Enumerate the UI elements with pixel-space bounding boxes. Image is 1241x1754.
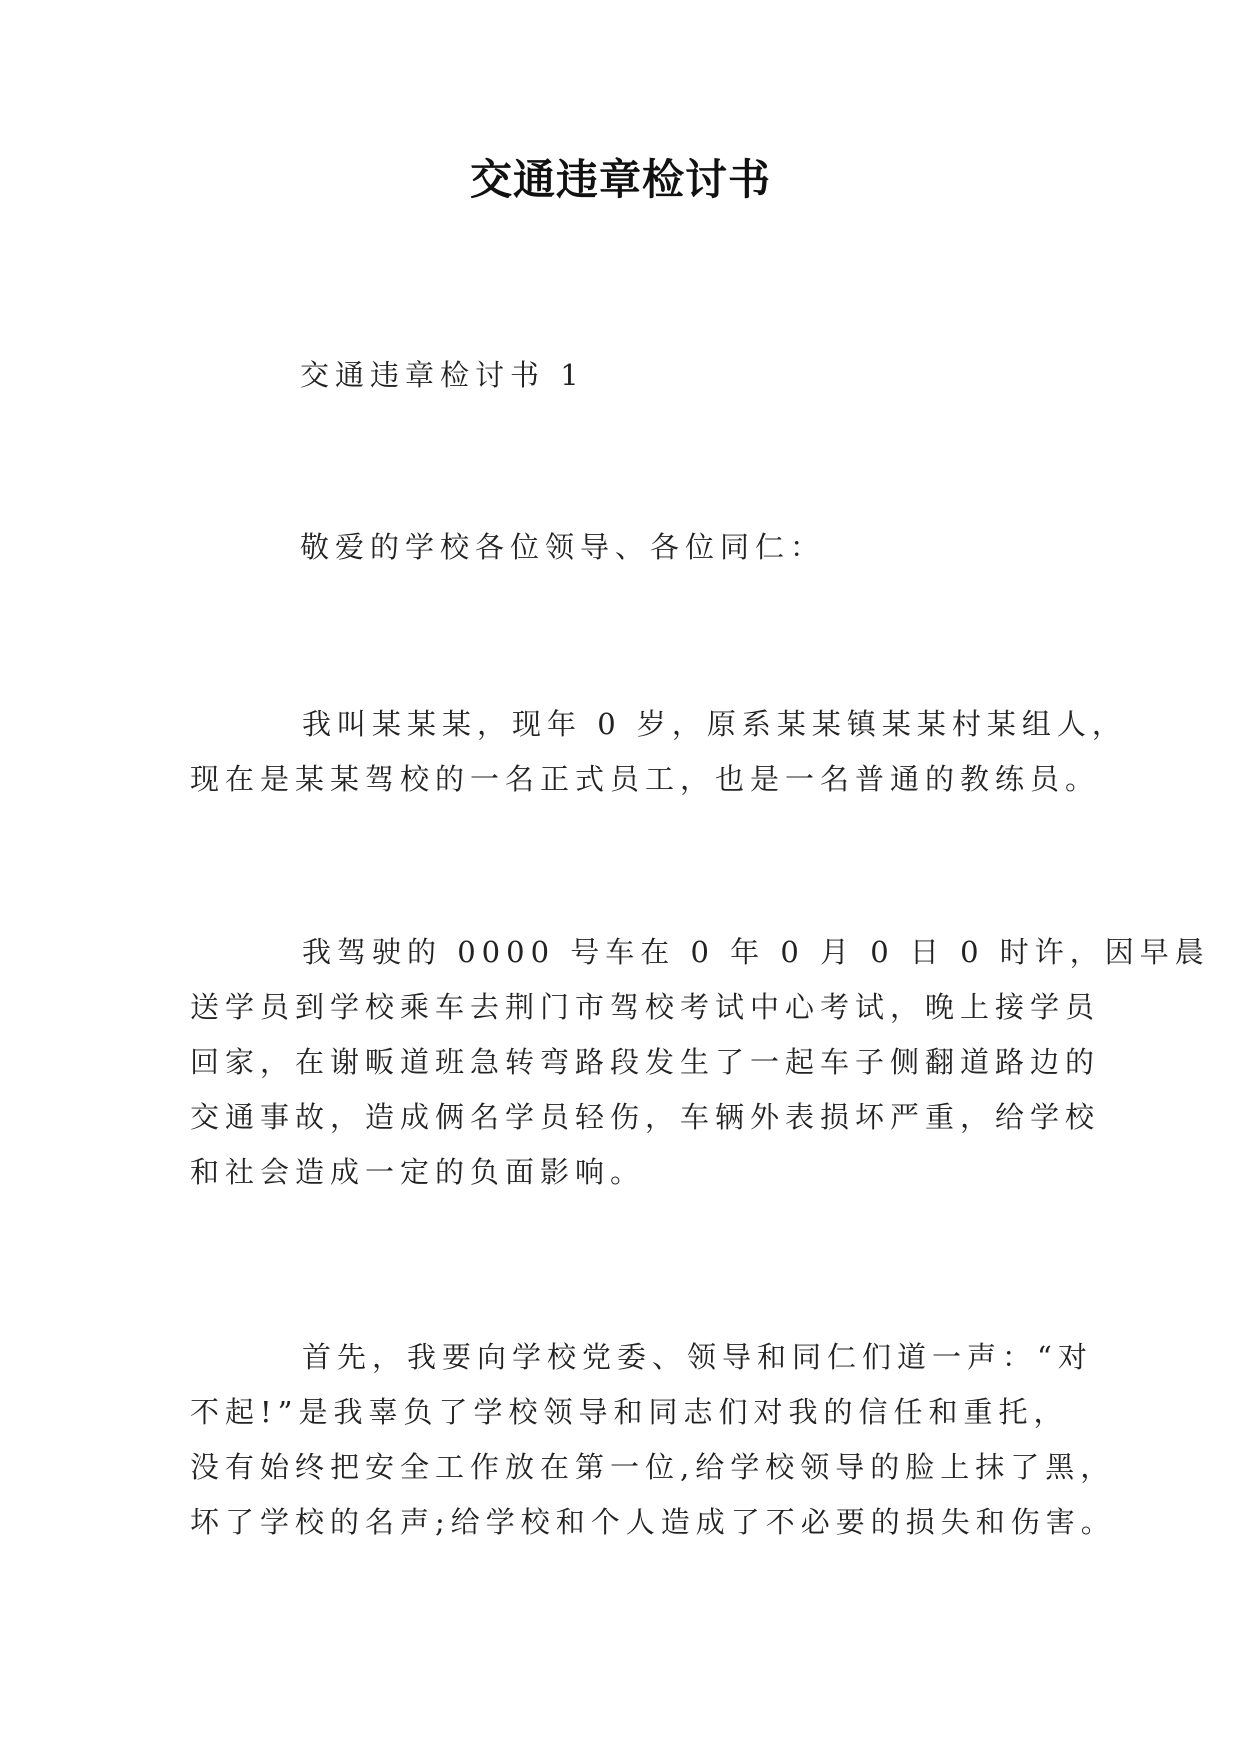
section-heading: 交通违章检讨书 1 — [300, 358, 585, 392]
paragraph-line: 我驾驶的 0000 号车在 0 年 0 月 0 日 0 时许，因早晨 — [302, 935, 1210, 969]
paragraph-line: 坏了学校的名声;给学校和个人造成了不必要的损失和伤害。 — [190, 1505, 1116, 1539]
salutation: 敬爱的学校各位领导、各位同仁： — [300, 530, 826, 564]
paragraph-line: 首先，我要向学校党委、领导和同仁们道一声：“对 — [302, 1340, 1093, 1374]
paragraph-line: 送学员到学校乘车去荆门市驾校考试中心考试，晚上接学员 — [190, 990, 1101, 1024]
paragraph-2 — [190, 925, 1210, 1200]
paragraph-line: 和社会造成一定的负面影响。 — [190, 1155, 646, 1189]
document-title: 交通违章检讨书 — [469, 155, 771, 204]
paragraph-line: 没有始终把安全工作放在第一位,给学校领导的脸上抹了黑， — [190, 1450, 1116, 1484]
paragraph-line: 现在是某某驾校的一名正式员工，也是一名普通的教练员。 — [190, 762, 1101, 796]
paragraph-line: 交通事故，造成俩名学员轻伤，车辆外表损坏严重，给学校 — [190, 1100, 1101, 1134]
paragraph-line: 回家，在谢畈道班急转弯路段发生了一起车子侧翻道路边的 — [190, 1045, 1101, 1079]
paragraph-1 — [190, 697, 1127, 807]
paragraph-line: 不起!”是我辜负了学校领导和同志们对我的信任和重托， — [190, 1395, 1069, 1429]
paragraph-line: 我叫某某某，现年 0 岁，原系某某镇某某村某组人， — [302, 707, 1127, 741]
paragraph-3 — [190, 1330, 1116, 1550]
